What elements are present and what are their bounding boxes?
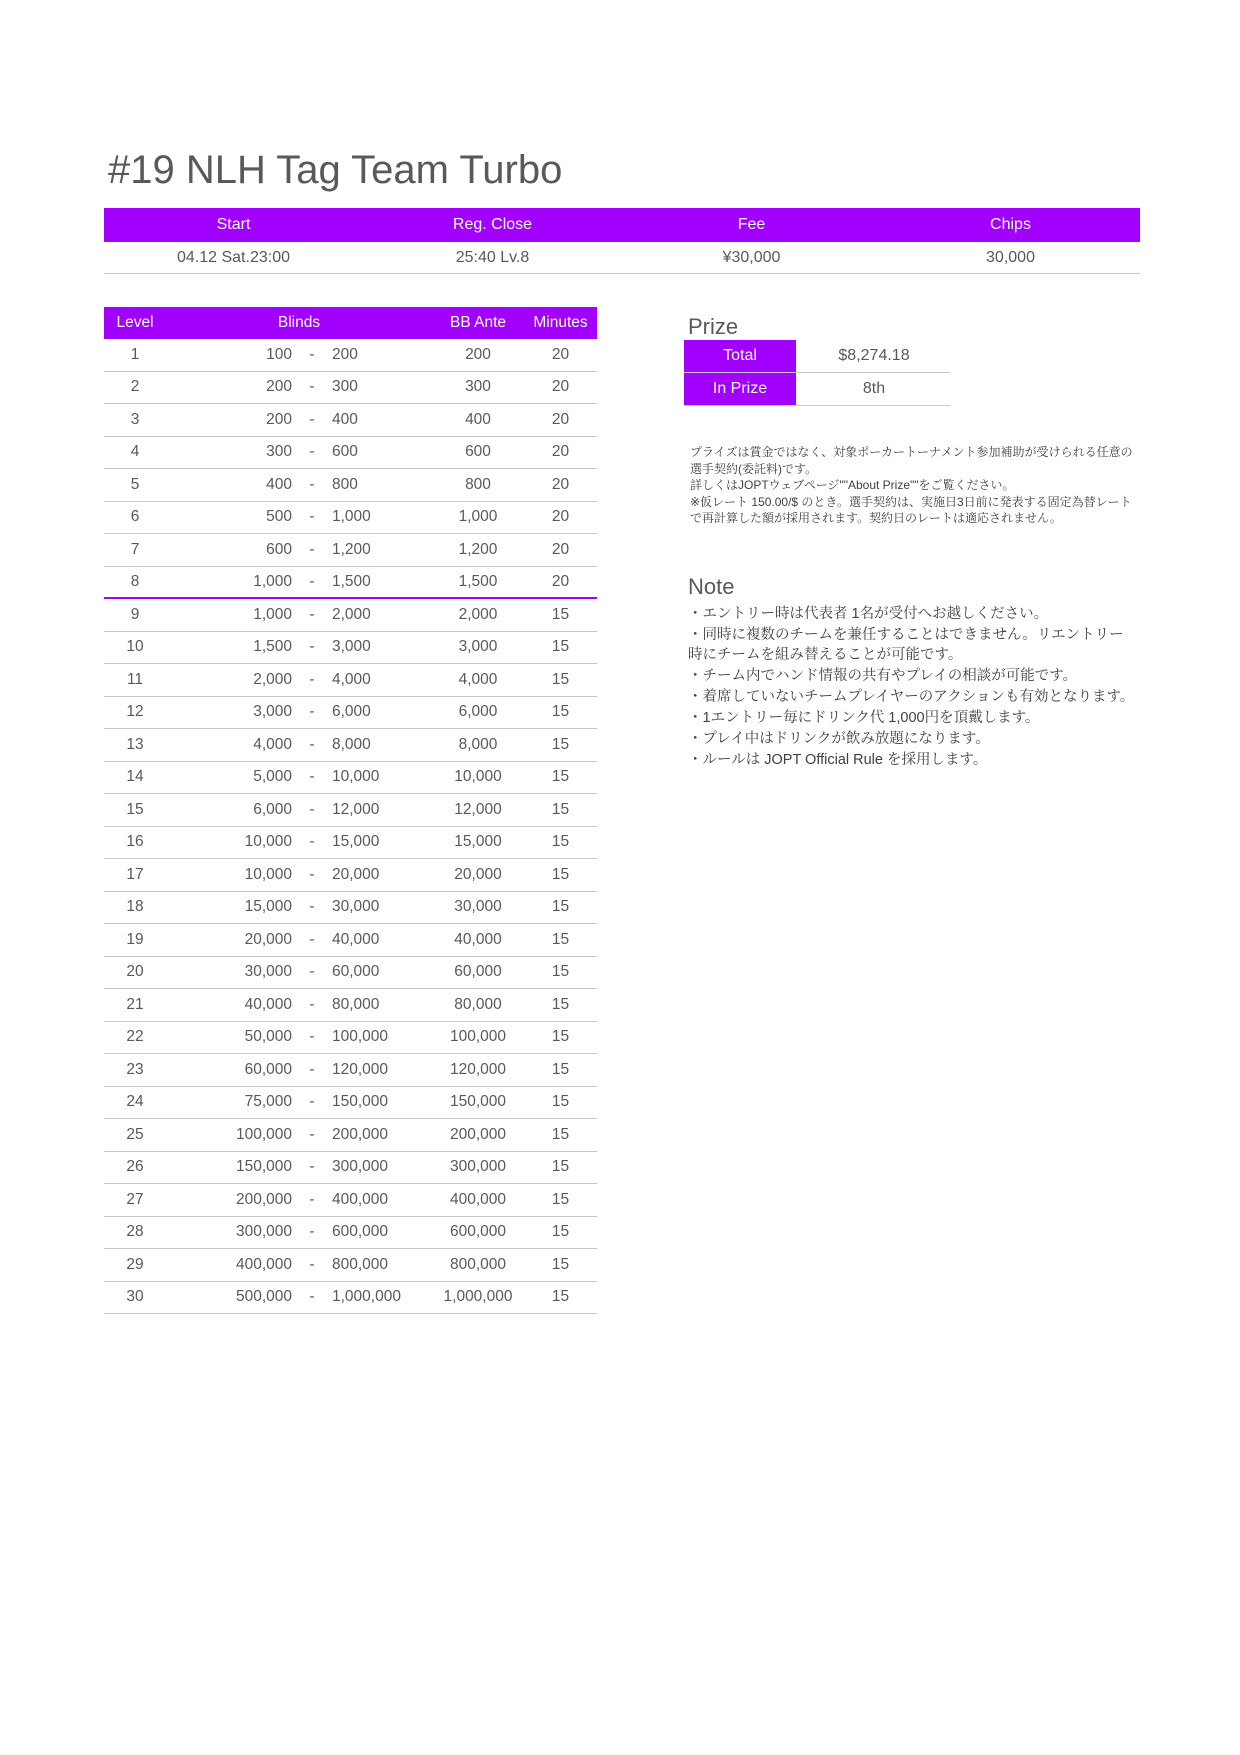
blind-level-row: [104, 827, 597, 860]
note-item: ・1エントリー毎にドリンク代 1,000円を頂戴します。: [688, 710, 1040, 726]
level-cell: 14: [126, 768, 144, 786]
level-cell: 18: [126, 898, 144, 916]
tournament-info-table: [104, 208, 1140, 274]
big-blind-cell: 300: [332, 378, 358, 396]
blind-level-row: [104, 794, 597, 827]
blind-level-row: [104, 957, 597, 990]
blind-dash: -: [309, 638, 315, 656]
minutes-cell: 15: [551, 1125, 570, 1143]
minutes-cell: 15: [551, 703, 570, 721]
small-blind-cell: 2,000: [253, 670, 292, 688]
prize-total-label: Total: [684, 340, 798, 372]
big-blind-cell: 1,200: [332, 540, 371, 558]
minutes-cell: 15: [551, 1288, 570, 1306]
prize-in-prize-value: 8th: [862, 380, 886, 397]
ante-cell: 12,000: [454, 800, 502, 818]
small-blind-cell: 15,000: [244, 898, 292, 916]
note-item: ・ルールは JOPT Official Rule を採用します。: [688, 752, 988, 768]
blind-dash: -: [309, 1255, 315, 1273]
level-cell: 17: [126, 865, 144, 883]
minutes-cell: 15: [551, 605, 570, 623]
blind-dash: -: [309, 1190, 315, 1208]
ante-cell: 3,000: [458, 638, 498, 656]
blind-dash: -: [309, 963, 315, 981]
level-cell: 7: [130, 540, 140, 558]
prize-in-prize-label: In Prize: [684, 373, 798, 405]
info-header-reg-close: Reg. Close: [452, 216, 533, 233]
blind-level-row: [104, 404, 597, 437]
blind-level-row: [104, 989, 597, 1022]
level-cell: 29: [126, 1255, 144, 1273]
level-cell: 2: [130, 378, 140, 396]
small-blind-cell: 400,000: [235, 1255, 292, 1273]
big-blind-cell: 4,000: [332, 670, 371, 688]
level-cell: 28: [126, 1223, 144, 1241]
ante-cell: 300: [465, 378, 491, 396]
level-cell: 4: [130, 443, 140, 461]
blind-level-row: [104, 1054, 597, 1087]
small-blind-cell: 10,000: [244, 833, 292, 851]
ante-cell: 15,000: [454, 833, 502, 851]
ante-cell: 20,000: [454, 865, 502, 883]
level-cell: 12: [126, 703, 144, 721]
level-cell: 9: [130, 605, 140, 623]
small-blind-cell: 200: [266, 410, 292, 428]
blind-dash: -: [309, 540, 315, 558]
big-blind-cell: 300,000: [332, 1158, 389, 1176]
big-blind-cell: 1,500: [332, 572, 371, 590]
level-cell: 19: [126, 930, 144, 948]
blind-dash: -: [309, 1223, 315, 1241]
big-blind-cell: 2,000: [332, 605, 371, 623]
minutes-cell: 20: [551, 475, 570, 493]
blind-dash: -: [309, 1125, 315, 1143]
ante-cell: 200,000: [449, 1125, 507, 1143]
note-item: ・同時に複数のチームを兼任することはできません。リエントリー時にチームを組み替えることが可能です。: [688, 627, 1124, 663]
blind-level-row: [104, 729, 597, 762]
blind-level-row: [104, 632, 597, 665]
ante-cell: 80,000: [454, 995, 502, 1013]
ante-cell: 150,000: [449, 1093, 507, 1111]
info-header-chips: Chips: [990, 216, 1031, 233]
small-blind-cell: 5,000: [253, 768, 292, 786]
big-blind-cell: 100,000: [332, 1028, 389, 1046]
ante-cell: 100,000: [449, 1028, 507, 1046]
ante-cell: 200: [465, 345, 491, 363]
ante-cell: 1,000: [458, 508, 498, 526]
blind-level-row: [104, 924, 597, 957]
prize-table: [684, 340, 950, 406]
level-cell: 24: [126, 1093, 144, 1111]
small-blind-cell: 300: [266, 443, 292, 461]
blind-header-row: [104, 307, 597, 339]
blind-level-row: [104, 697, 597, 730]
blind-level-row: [104, 1119, 597, 1152]
blind-dash: -: [309, 475, 315, 493]
minutes-cell: 15: [551, 1158, 570, 1176]
small-blind-cell: 100,000: [235, 1125, 292, 1143]
blind-level-row: [104, 1249, 597, 1282]
prize-note-line: プライズは賞金ではなく、対象ポーカートーナメント参加補助が受けられる任意の選手契約(委託料)です。: [690, 445, 1133, 476]
small-blind-cell: 300,000: [235, 1223, 292, 1241]
small-blind-cell: 400: [266, 475, 292, 493]
blind-level-row: [104, 1022, 597, 1055]
minutes-cell: 20: [551, 540, 570, 558]
blind-level-row: [104, 534, 597, 567]
note-title: Note: [688, 574, 735, 599]
minutes-cell: 15: [551, 1223, 570, 1241]
prize-title: Prize: [688, 314, 739, 339]
blind-dash: -: [309, 572, 315, 590]
blind-level-row: [104, 502, 597, 535]
level-cell: 27: [126, 1190, 144, 1208]
minutes-cell: 15: [551, 963, 570, 981]
ante-cell: 6,000: [458, 703, 498, 721]
big-blind-cell: 150,000: [332, 1093, 389, 1111]
big-blind-cell: 12,000: [332, 800, 380, 818]
level-cell: 25: [126, 1125, 144, 1143]
note-item: ・プレイ中はドリンクが飲み放題になります。: [688, 731, 990, 747]
small-blind-cell: 75,000: [244, 1093, 292, 1111]
blind-dash: -: [309, 800, 315, 818]
minutes-cell: 15: [551, 1093, 570, 1111]
blind-dash: -: [309, 410, 315, 428]
blind-header-minutes: Minutes: [533, 314, 588, 331]
minutes-cell: 15: [551, 833, 570, 851]
big-blind-cell: 20,000: [332, 865, 380, 883]
blind-level-row: [104, 339, 597, 372]
minutes-cell: 15: [551, 995, 570, 1013]
blind-dash: -: [309, 735, 315, 753]
ante-cell: 10,000: [454, 768, 502, 786]
blind-rows: [104, 339, 597, 1314]
info-reg-close-value: 25:40 Lv.8: [455, 248, 530, 266]
ante-cell: 1,200: [458, 540, 498, 558]
small-blind-cell: 30,000: [244, 963, 292, 981]
level-cell: 23: [126, 1060, 144, 1078]
level-cell: 20: [126, 963, 144, 981]
level-cell: 13: [126, 735, 144, 753]
blind-dash: -: [309, 670, 315, 688]
blind-level-row: [104, 1087, 597, 1120]
blind-dash: -: [309, 443, 315, 461]
minutes-cell: 15: [551, 1028, 570, 1046]
big-blind-cell: 400,000: [332, 1190, 389, 1208]
big-blind-cell: 40,000: [332, 930, 380, 948]
info-chips-value: 30,000: [986, 248, 1035, 266]
blind-level-row: [104, 859, 597, 892]
small-blind-cell: 600: [266, 540, 292, 558]
level-cell: 22: [126, 1028, 144, 1046]
minutes-cell: 20: [551, 572, 570, 590]
minutes-cell: 15: [551, 865, 570, 883]
small-blind-cell: 150,000: [235, 1158, 292, 1176]
big-blind-cell: 8,000: [332, 735, 371, 753]
minutes-cell: 15: [551, 1190, 570, 1208]
ante-cell: 1,500: [458, 572, 498, 590]
blind-dash: -: [309, 768, 315, 786]
ante-cell: 40,000: [454, 930, 502, 948]
ante-cell: 300,000: [449, 1158, 507, 1176]
info-header-start: Start: [216, 216, 251, 233]
ante-cell: 8,000: [458, 735, 498, 753]
blind-level-row: [104, 1217, 597, 1250]
big-blind-cell: 800,000: [332, 1255, 389, 1273]
level-cell: 3: [130, 410, 140, 428]
minutes-cell: 20: [551, 508, 570, 526]
big-blind-cell: 1,000: [332, 508, 371, 526]
small-blind-cell: 500,000: [235, 1288, 292, 1306]
big-blind-cell: 200: [332, 345, 358, 363]
minutes-cell: 15: [551, 1255, 570, 1273]
small-blind-cell: 10,000: [244, 865, 292, 883]
big-blind-cell: 120,000: [332, 1060, 389, 1078]
small-blind-cell: 3,000: [253, 703, 292, 721]
ante-cell: 30,000: [454, 898, 502, 916]
ante-cell: 120,000: [449, 1060, 507, 1078]
blind-dash: -: [309, 605, 315, 623]
blind-level-row: [104, 1282, 597, 1315]
minutes-cell: 15: [551, 898, 570, 916]
blind-dash: -: [309, 995, 315, 1013]
level-cell: 11: [126, 670, 144, 688]
minutes-cell: 15: [551, 800, 570, 818]
blind-dash: -: [309, 378, 315, 396]
small-blind-cell: 200: [266, 378, 292, 396]
prize-disclaimer: [690, 444, 1140, 527]
blind-dash: -: [309, 1028, 315, 1046]
blind-dash: -: [309, 345, 315, 363]
ante-cell: 600,000: [449, 1223, 507, 1241]
level-cell: 15: [126, 800, 144, 818]
blind-dash: -: [309, 1060, 315, 1078]
big-blind-cell: 15,000: [332, 833, 380, 851]
small-blind-cell: 1,500: [253, 638, 292, 656]
ante-cell: 400: [465, 410, 491, 428]
big-blind-cell: 1,000,000: [332, 1288, 401, 1306]
info-value-row: [104, 242, 1140, 274]
ante-cell: 4,000: [458, 670, 498, 688]
prize-total-value: $8,274.18: [838, 347, 910, 364]
level-cell: 10: [126, 638, 144, 656]
small-blind-cell: 500: [266, 508, 292, 526]
big-blind-cell: 600: [332, 443, 358, 461]
blind-dash: -: [309, 833, 315, 851]
prize-row-total: [684, 340, 950, 373]
minutes-cell: 20: [551, 345, 570, 363]
blind-level-row: [104, 1152, 597, 1185]
big-blind-cell: 6,000: [332, 703, 371, 721]
blind-dash: -: [309, 1093, 315, 1111]
big-blind-cell: 600,000: [332, 1223, 389, 1241]
small-blind-cell: 60,000: [244, 1060, 292, 1078]
note-item: ・着席していないチームプレイヤーのアクションも有効となります。: [688, 689, 1135, 705]
big-blind-cell: 60,000: [332, 963, 380, 981]
small-blind-cell: 200,000: [235, 1190, 292, 1208]
small-blind-cell: 20,000: [244, 930, 292, 948]
blind-dash: -: [309, 703, 315, 721]
level-cell: 21: [126, 995, 144, 1013]
big-blind-cell: 80,000: [332, 995, 380, 1013]
ante-cell: 600: [465, 443, 491, 461]
tournament-title: #19 NLH Tag Team Turbo: [108, 148, 563, 192]
blind-level-row: [104, 599, 597, 632]
small-blind-cell: 4,000: [253, 735, 292, 753]
small-blind-cell: 1,000: [253, 605, 292, 623]
ante-cell: 400,000: [449, 1190, 507, 1208]
blind-header-blinds: Blinds: [277, 314, 321, 331]
level-cell: 1: [130, 345, 140, 363]
big-blind-cell: 800: [332, 475, 358, 493]
ante-cell: 800: [465, 475, 491, 493]
minutes-cell: 20: [551, 378, 570, 396]
minutes-cell: 15: [551, 735, 570, 753]
info-start-value: 04.12 Sat.23:00: [177, 248, 290, 266]
blind-structure-table: [104, 307, 597, 1314]
small-blind-cell: 100: [266, 345, 292, 363]
blind-dash: -: [309, 865, 315, 883]
blind-level-row: [104, 664, 597, 697]
note-item: ・チーム内でハンド情報の共有やプレイの相談が可能です。: [688, 668, 1078, 684]
prize-note-line: 詳しくはJOPTウェブページ""About Prize""をご覧ください。: [690, 478, 1015, 492]
note-item: ・エントリー時は代表者 1名が受付へお越しください。: [688, 606, 1049, 622]
minutes-cell: 15: [551, 1060, 570, 1078]
minutes-cell: 15: [551, 670, 570, 688]
blind-dash: -: [309, 898, 315, 916]
blind-level-row: [104, 892, 597, 925]
blind-level-row: [104, 567, 597, 600]
prize-row-in-prize: [684, 373, 950, 406]
big-blind-cell: 3,000: [332, 638, 371, 656]
blind-dash: -: [309, 930, 315, 948]
big-blind-cell: 200,000: [332, 1125, 389, 1143]
blind-level-row: [104, 437, 597, 470]
ante-cell: 60,000: [454, 963, 502, 981]
blind-dash: -: [309, 1158, 315, 1176]
blind-header-ante: BB Ante: [449, 314, 506, 331]
blind-dash: -: [309, 508, 315, 526]
level-cell: 16: [126, 833, 144, 851]
ante-cell: 2,000: [458, 605, 498, 623]
blind-level-row: [104, 469, 597, 502]
small-blind-cell: 1,000: [253, 572, 292, 590]
ante-cell: 800,000: [449, 1255, 507, 1273]
note-list: [688, 604, 1138, 771]
blind-level-row: [104, 372, 597, 405]
small-blind-cell: 50,000: [244, 1028, 292, 1046]
blind-header-level: Level: [116, 314, 154, 331]
minutes-cell: 15: [551, 930, 570, 948]
minutes-cell: 15: [551, 638, 570, 656]
level-cell: 5: [130, 475, 140, 493]
small-blind-cell: 6,000: [253, 800, 292, 818]
level-cell: 26: [126, 1158, 144, 1176]
blind-level-row: [104, 762, 597, 795]
big-blind-cell: 30,000: [332, 898, 380, 916]
blind-dash: -: [309, 1288, 315, 1306]
minutes-cell: 15: [551, 768, 570, 786]
info-header-fee: Fee: [737, 216, 766, 233]
minutes-cell: 20: [551, 410, 570, 428]
info-header-row: [104, 208, 1140, 242]
ante-cell: 1,000,000: [443, 1288, 513, 1306]
small-blind-cell: 40,000: [244, 995, 292, 1013]
blind-level-row: [104, 1184, 597, 1217]
big-blind-cell: 400: [332, 410, 358, 428]
big-blind-cell: 10,000: [332, 768, 380, 786]
level-cell: 8: [130, 572, 140, 590]
info-fee-value: ¥30,000: [722, 248, 781, 266]
level-cell: 6: [130, 508, 140, 526]
prize-note-line: ※仮レート 150.00/$ のとき。選手契約は、実施日3日前に発表する固定為替レートで再計算した額が採用されます。契約日のレートは適応されません。: [690, 494, 1132, 525]
level-cell: 30: [126, 1288, 144, 1306]
minutes-cell: 20: [551, 443, 570, 461]
